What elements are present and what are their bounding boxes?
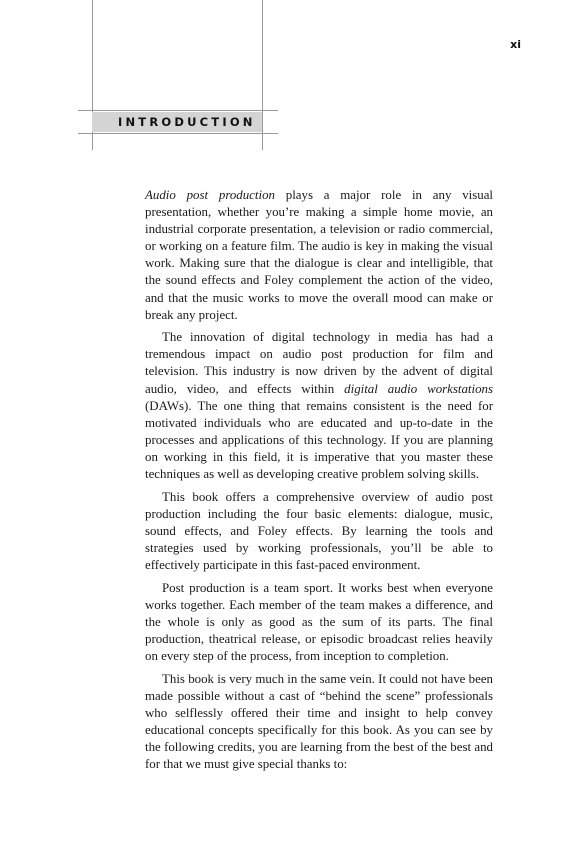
trim-line-right (262, 0, 263, 150)
page-number: xi (510, 38, 521, 51)
paragraph-1 (145, 187, 493, 324)
body-text (145, 187, 493, 779)
paragraph-2-after: (DAWs). The one thing that remains consistent is the need for motivated individuals who are educated and up-to-date in the processes and applications of this technology. If you are planning on working in this field, it is imperative that you master these techniques as well as developing creative problem solving skills. (145, 398, 493, 481)
trim-line-bottom (78, 133, 278, 134)
paragraph-1-italic: Audio post production (145, 188, 275, 202)
paragraph-3: This book offers a comprehensive overview of audio post production including the four basic elements: dialogue, music, sound effects, and Foley effects. By learning the tools and strategies used by working professionals, you’ll be able to effectively participate in this fast-paced environment. (145, 489, 493, 572)
paragraph-5: This book is very much in the same vein. It could not have been made possible without a cast of “behind the scene” professionals who selflessly offered their time and insight to help convey educational concepts specifically for this book. As you can see by the following credits, you are learning from the best of the best and for that we must give special thanks to: (145, 671, 493, 771)
paragraph-2 (145, 329, 493, 483)
paragraph-2-italic: digital audio workstations (344, 381, 493, 396)
trim-line-top (78, 110, 278, 111)
chapter-title: INTRODUCTION (118, 115, 256, 129)
paragraph-1-text: plays a major role in any visual presentation, whether you’re making a simple home movie, an industrial corporate presentation, a television or radio commercial, or working on a feature film. The audio is key in making the visual work. Making sure that the dialogue is clear and intelligible, that the sound effects and Foley complement the action of the video, and that the music works to move the overall mood can make or break any project. (145, 188, 493, 322)
paragraph-2-before: The innovation of digital technology in media has had a tremendous impact on audio post production for film and television. This industry is now driven by the advent of digital audio, video, and effects within (145, 330, 493, 396)
paragraph-4: Post production is a team sport. It works best when everyone works together. Each member of the team makes a difference, and the whole is only as good as the sum of its parts. The final production, theatrical release, or episodic broadcast relies heavily on every step of the process, from inception to completion. (145, 580, 493, 663)
